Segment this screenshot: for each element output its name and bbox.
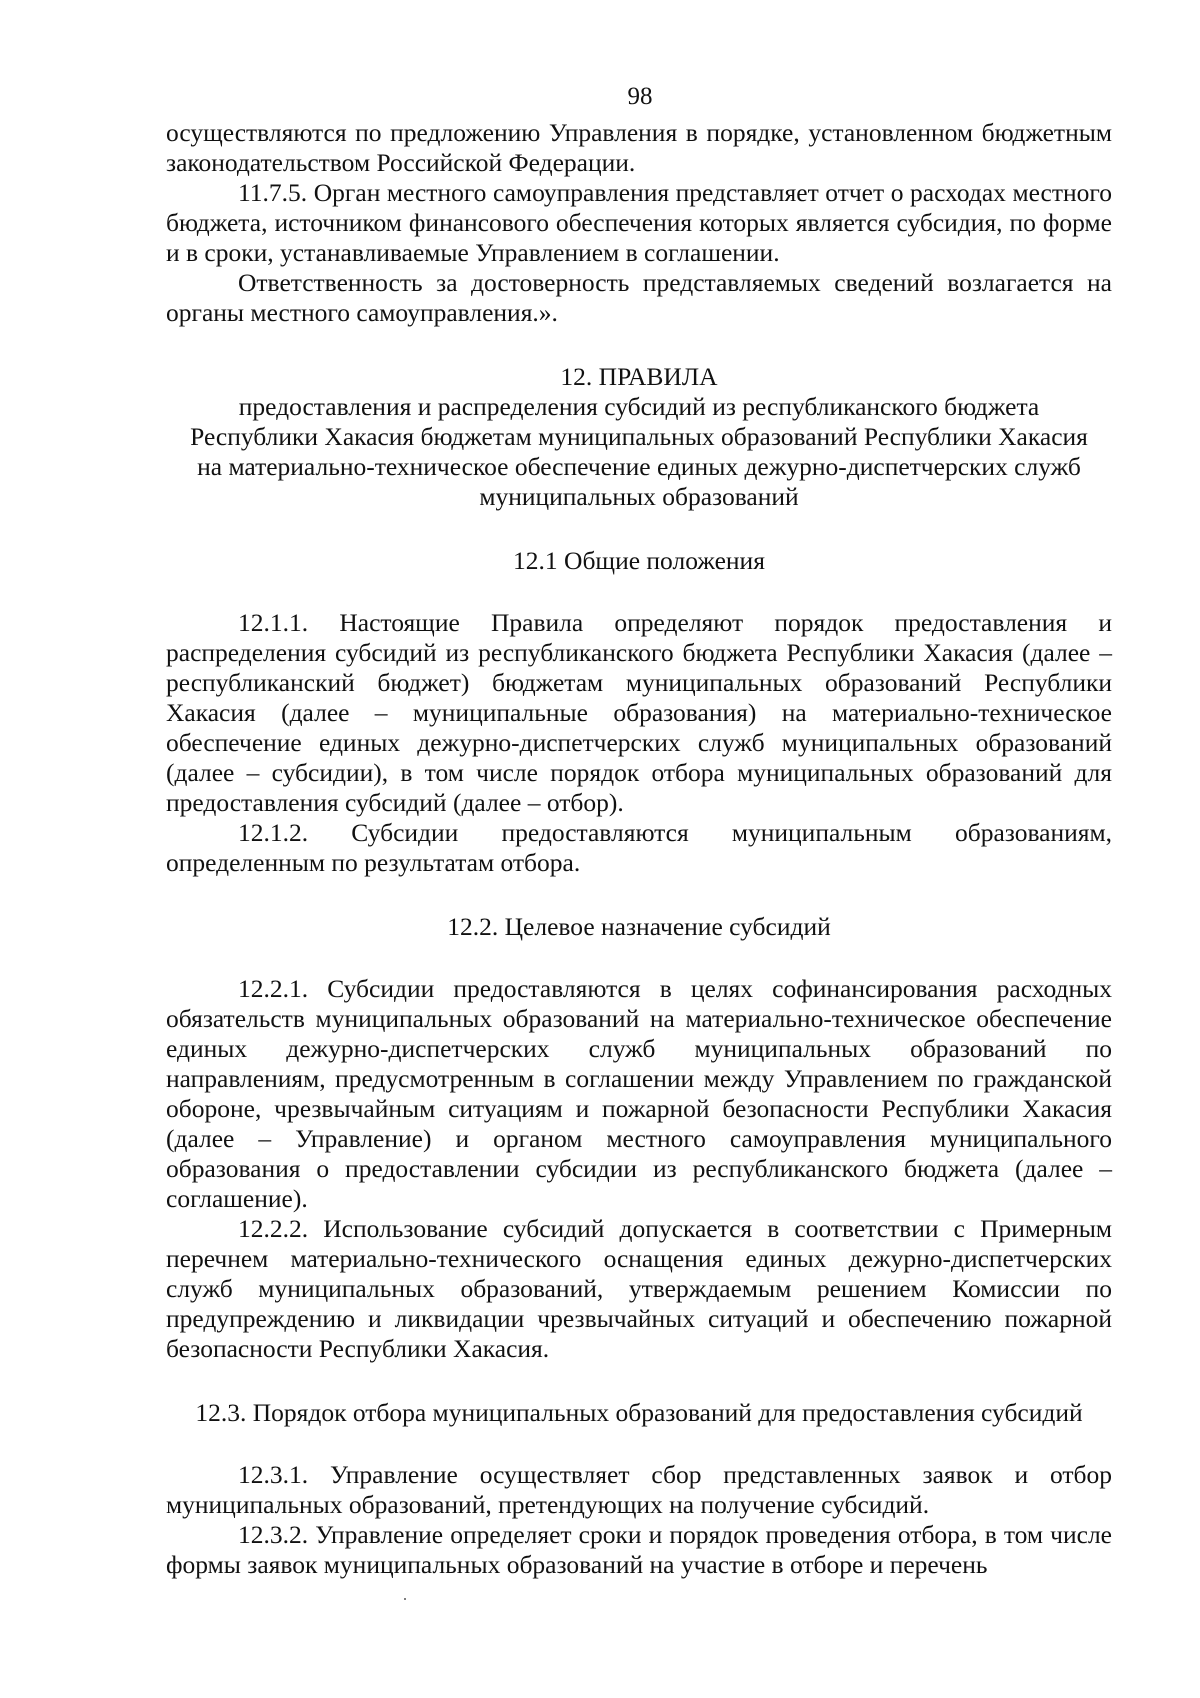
paragraph-12-2-2: 12.2.2. Использование субсидий допускается в соответствии с Примерным перечнем материально-технического оснащения единых дежурно-диспетчерских служб муниципальных образований, утверждаемым решением Комиссии по предупреждению и ликвидации чрезвычайных ситуаций и обеспечению пожарной безопасности Республики Хакасия. (166, 1214, 1112, 1363)
paragraph-responsibility: Ответственность за достоверность представляемых сведений возлагается на органы местного самоуправления.». (166, 268, 1112, 327)
scan-speck (404, 1598, 406, 1600)
paragraph-11-7-5: 11.7.5. Орган местного самоуправления представляет отчет о расходах местного бюджета, источником финансового обеспечения которых является субсидия, по форме и в сроки, устанавливаемые Управлением в соглашении. (166, 178, 1112, 267)
section-subtitle-line-3: на материально-техническое обеспечение единых дежурно-диспетчерских служб (197, 452, 1081, 481)
paragraph-12-3-1: 12.3.1. Управление осуществляет сбор представленных заявок и отбор муниципальных образований, претендующих на получение субсидий. (166, 1460, 1112, 1519)
paragraph-12-2-1: 12.2.1. Субсидии предоставляются в целях софинансирования расходных обязательств муниципальных образований на материально-техническое обеспечение единых дежурно-диспетчерских служб муниципальных образований по направлениям, предусмотренным в соглашении между Управлением по гражданской обороне, чрезвычайным ситуациям и пожарной безопасности Республики Хакасия (далее – Управление) и органом местного самоуправления муниципального образования о предоставлении субсидии из республиканского бюджета (далее – соглашение). (166, 974, 1112, 1213)
document-body (166, 118, 1112, 1580)
paragraph-12-1-2: 12.1.2. Субсидии предоставляются муниципальным образованиям, определенным по результатам отбора. (166, 818, 1112, 877)
paragraph-continuation: осуществляются по предложению Управления в порядке, установленном бюджетным законодательством Российской Федерации. (166, 118, 1112, 177)
paragraph-12-3-2: 12.3.2. Управление определяет сроки и порядок проведения отбора, в том числе формы заявок муниципальных образований на участие в отборе и перечень (166, 1520, 1112, 1579)
page-number: 98 (627, 83, 653, 110)
section-title: 12. ПРАВИЛА (560, 362, 718, 391)
subsection-heading-12-3: 12.3. Порядок отбора муниципальных образований для предоставления субсидий (195, 1398, 1083, 1427)
section-subtitle-line-4: муниципальных образований (479, 482, 799, 511)
subsection-heading-12-2: 12.2. Целевое назначение субсидий (447, 912, 831, 941)
section-subtitle-line-2: Республики Хакасия бюджетам муниципальных образований Республики Хакасия (190, 422, 1088, 451)
subsection-heading-12-1: 12.1 Общие положения (513, 546, 765, 575)
section-subtitle-line-1: предоставления и распределения субсидий из республиканского бюджета (238, 392, 1040, 421)
paragraph-12-1-1: 12.1.1. Настоящие Правила определяют порядок предоставления и распределения субсидий из республиканского бюджета Республики Хакасия (далее – республиканский бюджет) бюджетам муниципальных образований Республики Хакасия (далее – муниципальные образования) на материально-техническое обеспечение единых дежурно-диспетчерских служб муниципальных образований (далее – субсидии), в том числе порядок отбора муниципальных образований для предоставления субсидий (далее – отбор). (166, 608, 1112, 817)
